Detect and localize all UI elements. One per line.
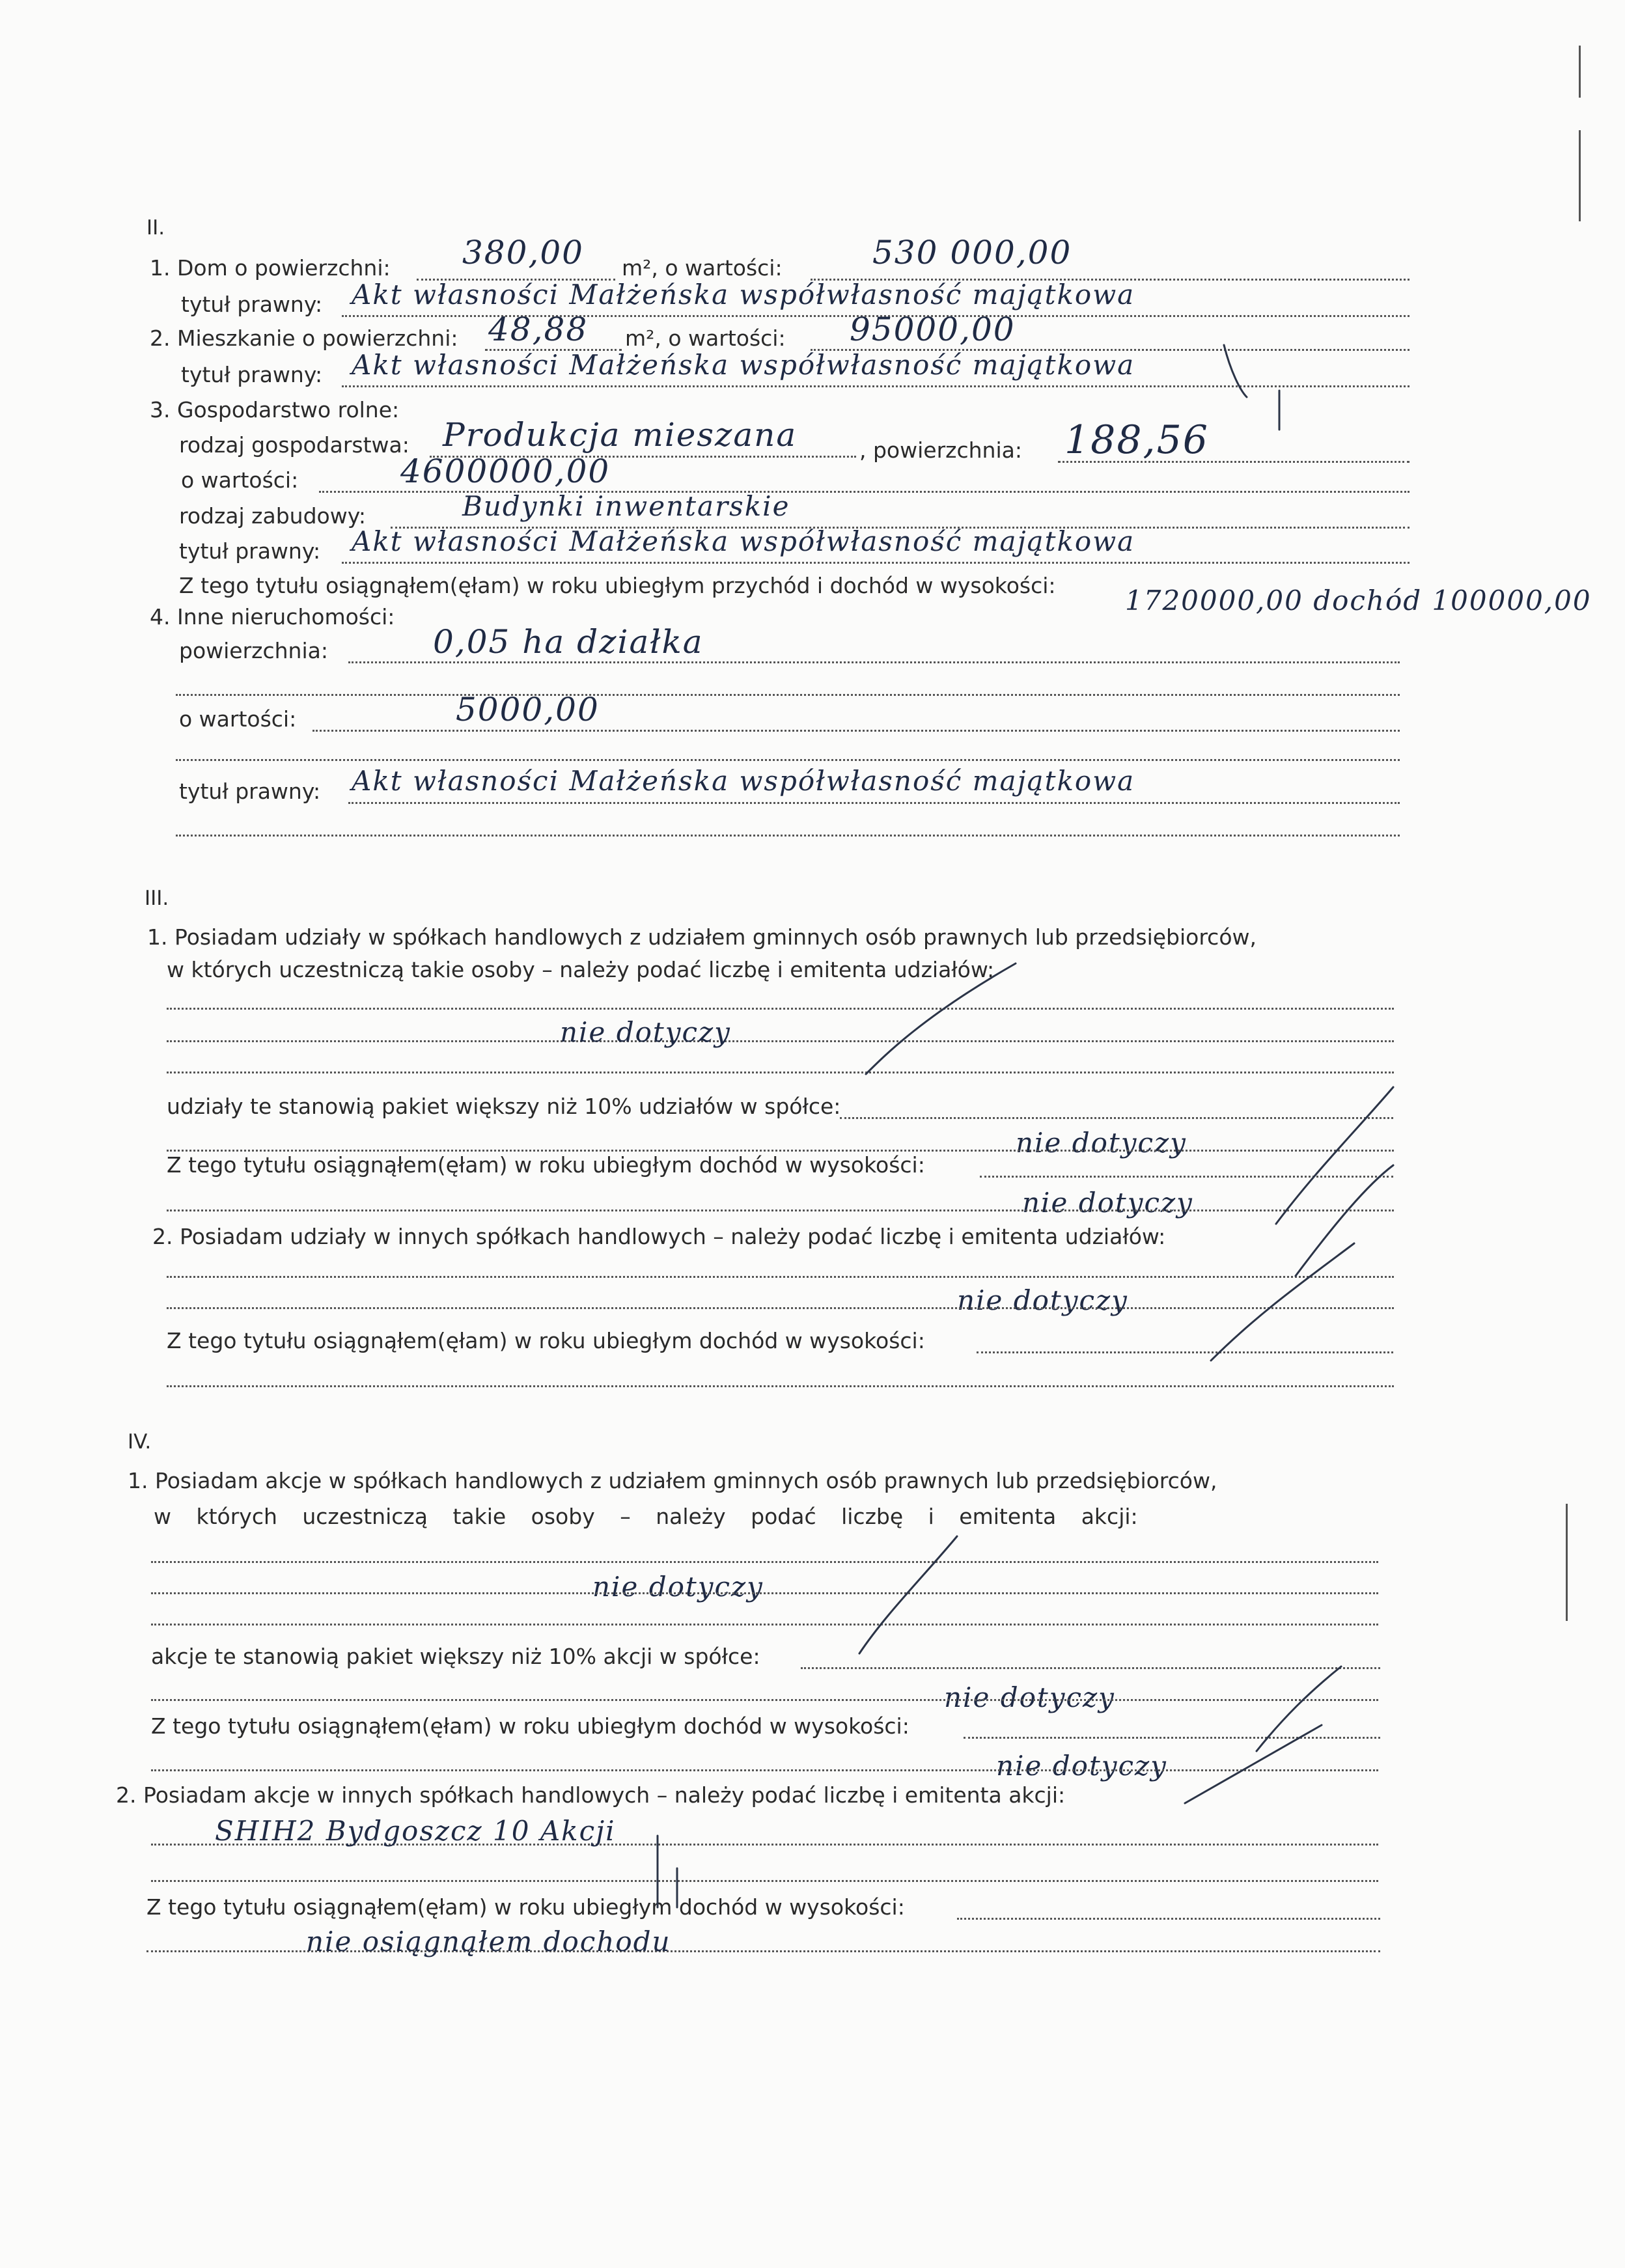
flat-area-value: 48,88 [488, 311, 589, 348]
s4-item2-value: SHIH2 Bydgoszcz 10 Akcji [215, 1815, 616, 1847]
house-title-value: Akt własności Małżeńska współwłasność majątkowa [352, 279, 1135, 311]
other-area-label: powierzchnia: [179, 638, 328, 663]
s3-pakiet-label: udziały te stanowią pakiet większy niż 10% udziałów w spółce: [167, 1094, 841, 1119]
house-label: 1. Dom o powierzchni: [150, 255, 391, 281]
section-3-heading: III. [145, 887, 169, 910]
flat-value: 95000,00 [850, 311, 1016, 348]
farm-type-value: Produkcja mieszana [443, 416, 798, 454]
s3-item2-label: 2. Posiadam udziały w innych spółkach handlowych – należy podać liczbę i emitenta udziałów: [152, 1224, 1166, 1249]
s3-pakiet-value: nie dotyczy [1016, 1127, 1187, 1159]
house-unit-label: m², o wartości: [622, 255, 783, 281]
section-4-heading: IV. [128, 1430, 152, 1454]
s4-income1-label: Z tego tytułu osiągnąłem(ęłam) w roku ubiegłym dochód w wysokości: [151, 1713, 910, 1739]
farm-label: 3. Gospodarstwo rolne: [150, 397, 400, 422]
farm-income-label: Z tego tytułu osiągnąłem(ęłam) w roku ubiegłym przychód i dochód w wysokości: [179, 573, 1056, 598]
house-area-value: 380,00 [462, 234, 584, 271]
s4-item1-line2: w których uczestniczą takie osoby – należy podać liczbę i emitenta akcji: [154, 1504, 1138, 1529]
pen-tick-s3-item1 [866, 963, 1016, 1074]
other-title-label: tytuł prawny: [179, 779, 321, 804]
farm-value: 4600000,00 [400, 452, 611, 490]
scan-edge-mark [1566, 1504, 1568, 1621]
pen-tick-s4-income [1185, 1725, 1322, 1803]
s3-income1-value: nie dotyczy [1022, 1187, 1193, 1219]
other-title-value: Akt własności Małżeńska współwłasność majątkowa [352, 765, 1135, 797]
farm-buildings-value: Budynki inwentarskie [462, 490, 790, 522]
section-2-heading: II. [146, 216, 165, 240]
s3-item2-value: nie dotyczy [957, 1284, 1128, 1316]
pen-tick-s3-pakiet [1276, 1087, 1393, 1224]
s3-item1-value: nie dotyczy [560, 1016, 731, 1048]
s3-item1-line2: w których uczestniczą takie osoby – należy podać liczbę i emitenta udziałów: [167, 957, 995, 982]
flat-title-value: Akt własności Małżeńska współwłasność majątkowa [352, 349, 1135, 381]
other-value-label: o wartości: [179, 706, 297, 732]
flat-title-label: tytuł prawny: [181, 362, 323, 387]
flat-label: 2. Mieszkanie o powierzchni: [150, 325, 458, 351]
farm-title-label: tytuł prawny: [179, 538, 321, 564]
scan-edge-mark [1579, 46, 1581, 98]
house-value: 530 000,00 [872, 234, 1072, 271]
s4-income2-value: nie osiągnąłem dochodu [306, 1926, 671, 1957]
farm-area-label: , powierzchnia: [859, 437, 1022, 463]
house-title-label: tytuł prawny: [181, 292, 323, 317]
farm-value-label: o wartości: [181, 467, 299, 493]
other-area-value: 0,05 ha działka [433, 623, 704, 661]
s4-income2-label: Z tego tytułu osiągnąłem(ęłam) w roku ubiegłym dochód w wysokości: [146, 1894, 905, 1920]
farm-income-value: 1720000,00 dochód 100000,00 [1125, 585, 1592, 616]
scan-edge-mark [1579, 130, 1581, 221]
s4-pakiet-label: akcje te stanowią pakiet większy niż 10% akcji w spółce: [151, 1644, 760, 1669]
flat-unit-label: m², o wartości: [625, 325, 786, 351]
s4-item2-label: 2. Posiadam akcje w innych spółkach handlowych – należy podać liczbę i emitenta akcji: [116, 1782, 1066, 1808]
farm-buildings-label: rodzaj zabudowy: [179, 503, 366, 529]
s4-income1-value: nie dotyczy [996, 1750, 1167, 1782]
other-property-label: 4. Inne nieruchomości: [150, 604, 395, 629]
farm-title-value: Akt własności Małżeńska współwłasność majątkowa [352, 525, 1135, 557]
other-value: 5000,00 [456, 691, 600, 728]
s4-item1-line1: 1. Posiadam akcje w spółkach handlowych z udziałem gminnych osób prawnych lub przedsiębiorców, [128, 1468, 1217, 1493]
farm-area-value: 188,56 [1064, 417, 1209, 463]
farm-type-label: rodzaj gospodarstwa: [179, 432, 410, 458]
s4-pakiet-value: nie dotyczy [944, 1681, 1115, 1713]
pen-tick-s3-item2 [1211, 1243, 1354, 1361]
s4-item1-value: nie dotyczy [592, 1571, 764, 1603]
s3-income2-label: Z tego tytułu osiągnąłem(ęłam) w roku ubiegłym dochód w wysokości: [167, 1328, 925, 1353]
pen-tick-s2-flat [1224, 345, 1247, 397]
s3-income1-label: Z tego tytułu osiągnąłem(ęłam) w roku ubiegłym dochód w wysokości: [167, 1152, 925, 1178]
pen-tick-s4-item1 [859, 1536, 957, 1653]
s3-item1-line1: 1. Posiadam udziały w spółkach handlowych z udziałem gminnych osób prawnych lub przedsiębiorców, [147, 924, 1257, 950]
